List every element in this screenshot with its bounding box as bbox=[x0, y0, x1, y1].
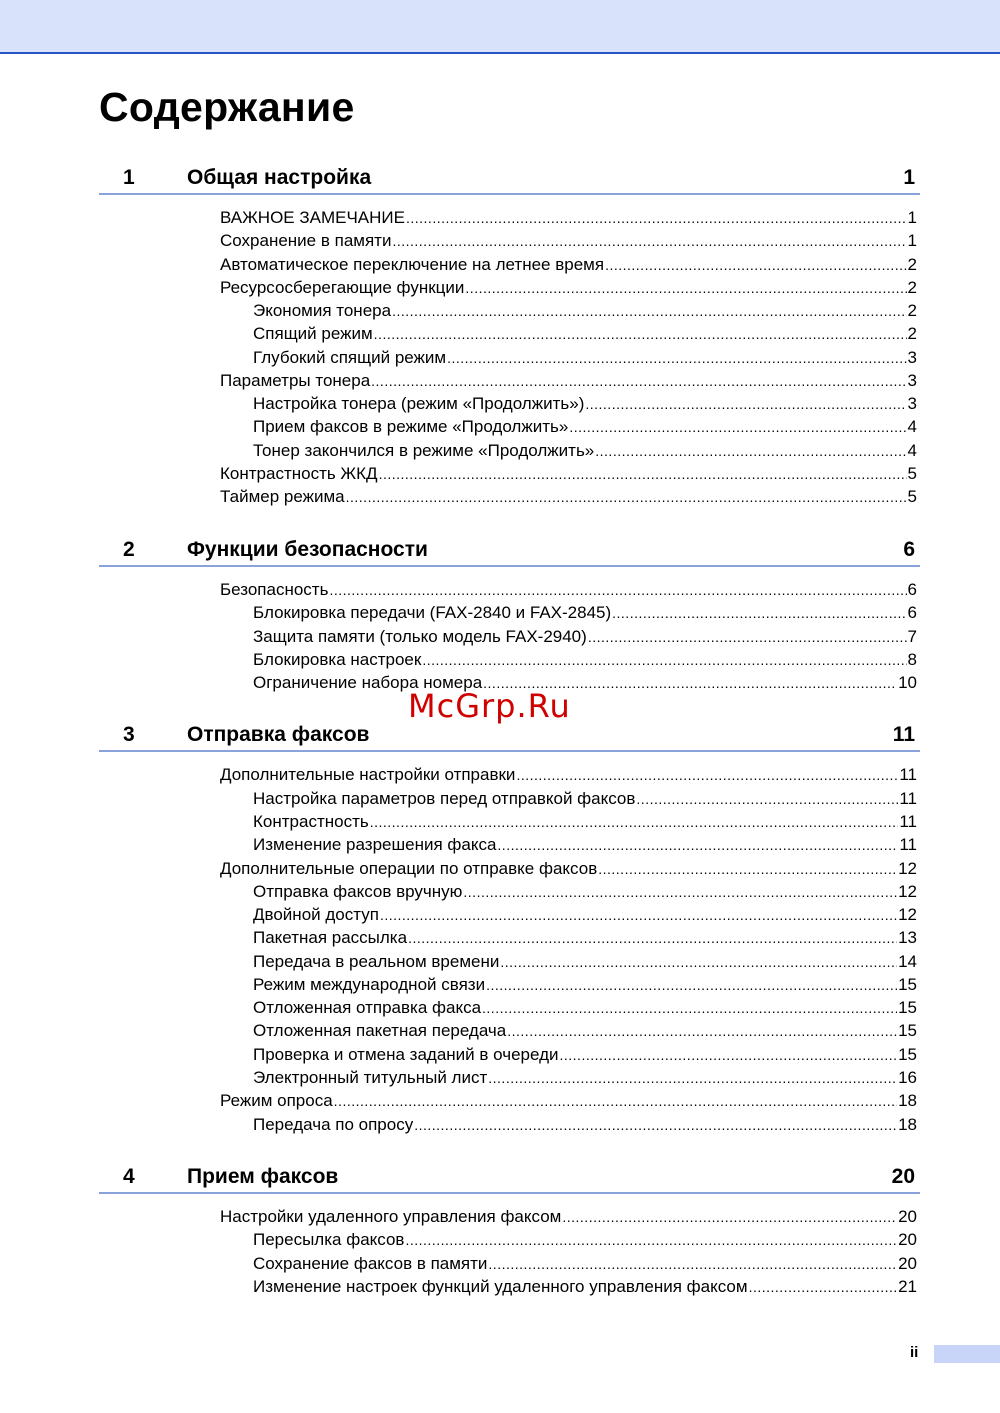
watermark: McGrp.Ru bbox=[408, 687, 571, 725]
toc-entry-page: 14 bbox=[898, 952, 917, 971]
dot-leader bbox=[569, 416, 906, 439]
chapter-title: Прием факсов bbox=[187, 1165, 339, 1188]
toc-subentry[interactable] bbox=[253, 601, 917, 624]
toc-entry[interactable] bbox=[220, 276, 917, 299]
dot-leader bbox=[507, 1020, 897, 1043]
toc-entry-page: 11 bbox=[899, 765, 917, 784]
dot-leader bbox=[405, 1229, 897, 1252]
chapter-page-number: 1 bbox=[903, 166, 915, 189]
toc-entry-label: Экономия тонера bbox=[253, 301, 392, 320]
toc-entry-page: 21 bbox=[898, 1277, 917, 1296]
toc-entry-label: Изменение разрешения факса bbox=[253, 835, 497, 854]
toc-entry-label: Сохранение в памяти bbox=[220, 231, 392, 250]
dot-leader bbox=[371, 370, 906, 393]
toc-entry-label: Передача по опросу bbox=[253, 1115, 414, 1134]
toc-entry[interactable] bbox=[220, 253, 917, 276]
page-title: Содержание bbox=[99, 84, 355, 130]
toc-entry-label: Изменение настроек функций удаленного управления факсом bbox=[253, 1277, 748, 1296]
toc-subentry[interactable] bbox=[253, 973, 917, 996]
toc-subentry[interactable] bbox=[253, 625, 917, 648]
toc-entry-page: 5 bbox=[907, 487, 917, 506]
dot-leader bbox=[595, 440, 906, 463]
toc-subentry[interactable] bbox=[253, 1113, 917, 1136]
toc-entry-page: 2 bbox=[907, 301, 917, 320]
toc-subentry[interactable] bbox=[253, 439, 917, 462]
toc-subentry[interactable] bbox=[253, 392, 917, 415]
toc-subentry[interactable] bbox=[253, 648, 917, 671]
toc-entry-page: 15 bbox=[898, 998, 917, 1017]
toc-entry-label: Режим опроса bbox=[220, 1091, 333, 1110]
dot-leader bbox=[392, 230, 906, 253]
dot-leader bbox=[414, 1114, 897, 1137]
dot-leader bbox=[605, 254, 906, 277]
toc-entry-label: Отправка факсов вручную bbox=[253, 882, 463, 901]
toc-subentry[interactable] bbox=[253, 299, 917, 322]
toc-subentry[interactable] bbox=[253, 787, 917, 810]
chapter-heading[interactable] bbox=[99, 1162, 920, 1194]
toc-entry-page: 18 bbox=[898, 1091, 917, 1110]
toc-entry-label: Пакетная рассылка bbox=[253, 928, 408, 947]
toc-entry-page: 1 bbox=[907, 231, 917, 250]
toc-subentry[interactable] bbox=[253, 1275, 917, 1298]
toc-entry-page: 3 bbox=[907, 394, 917, 413]
toc-subentry[interactable] bbox=[253, 671, 917, 694]
dot-leader bbox=[488, 1067, 897, 1090]
toc-entry[interactable] bbox=[220, 857, 917, 880]
dot-leader bbox=[636, 788, 898, 811]
toc-entry-label: Глубокий спящий режим bbox=[253, 348, 447, 367]
chapter-heading[interactable] bbox=[99, 535, 920, 567]
toc-entry-label: Пересылка факсов bbox=[253, 1230, 405, 1249]
toc-entry[interactable] bbox=[220, 462, 917, 485]
dot-leader bbox=[516, 764, 898, 787]
dot-leader bbox=[370, 811, 899, 834]
toc-subentry[interactable] bbox=[253, 880, 917, 903]
toc-subentry[interactable] bbox=[253, 1066, 917, 1089]
dot-leader bbox=[406, 207, 907, 230]
toc-entry-page: 8 bbox=[907, 650, 917, 669]
toc-entry[interactable] bbox=[220, 229, 917, 252]
toc-subentry[interactable] bbox=[253, 1228, 917, 1251]
dot-leader bbox=[588, 626, 907, 649]
chapter-number: 2 bbox=[123, 538, 135, 561]
chapter-number: 4 bbox=[123, 1165, 135, 1188]
dot-leader bbox=[392, 300, 906, 323]
toc-subentry[interactable] bbox=[253, 1019, 917, 1042]
toc-entry-label: Контрастность bbox=[253, 812, 369, 831]
dot-leader bbox=[422, 649, 906, 672]
toc-entry[interactable] bbox=[220, 485, 917, 508]
dot-leader bbox=[463, 881, 897, 904]
toc-entry-page: 7 bbox=[907, 627, 917, 646]
toc-entry-label: Настройка параметров перед отправкой факсов bbox=[253, 789, 636, 808]
toc-entry-label: Параметры тонера bbox=[220, 371, 371, 390]
toc-entry-page: 12 bbox=[898, 859, 917, 878]
toc-entry-page: 20 bbox=[898, 1254, 917, 1273]
toc-entry-page: 11 bbox=[899, 789, 917, 808]
toc-entry-page: 11 bbox=[899, 835, 917, 854]
toc-subentry[interactable] bbox=[253, 950, 917, 973]
chapter-title: Общая настройка bbox=[187, 166, 372, 189]
toc-subentry[interactable] bbox=[253, 833, 917, 856]
toc-entry-label: Передача в реальном времени bbox=[253, 952, 500, 971]
dot-leader bbox=[560, 1044, 898, 1067]
toc-entry-label: Прием факсов в режиме «Продолжить» bbox=[253, 417, 569, 436]
toc-entry-label: Тонер закончился в режиме «Продолжить» bbox=[253, 441, 595, 460]
toc-entry-label: Таймер режима bbox=[220, 487, 345, 506]
dot-leader bbox=[374, 323, 907, 346]
toc-entry[interactable] bbox=[220, 1205, 917, 1228]
chapter-number: 1 bbox=[123, 166, 135, 189]
toc-entry-page: 5 bbox=[907, 464, 917, 483]
toc-entry[interactable] bbox=[220, 369, 917, 392]
toc-entry-page: 13 bbox=[898, 928, 917, 947]
dot-leader bbox=[612, 602, 906, 625]
toc-entry-page: 12 bbox=[898, 882, 917, 901]
toc-entry[interactable] bbox=[220, 1089, 917, 1112]
toc-entry-page: 3 bbox=[907, 371, 917, 390]
dot-leader bbox=[562, 1206, 897, 1229]
toc-subentry[interactable] bbox=[253, 903, 917, 926]
toc-entry-page: 15 bbox=[898, 1021, 917, 1040]
toc-entry-page: 15 bbox=[898, 1045, 917, 1064]
toc-entry-page: 2 bbox=[907, 255, 917, 274]
chapter-title: Функции безопасности bbox=[187, 538, 428, 561]
dot-leader bbox=[488, 1253, 897, 1276]
toc-entry-label: Дополнительные настройки отправки bbox=[220, 765, 516, 784]
toc-entry-page: 20 bbox=[898, 1207, 917, 1226]
chapter-title: Отправка факсов bbox=[187, 723, 370, 746]
toc-subentry[interactable] bbox=[253, 415, 917, 438]
toc-entry-label: Блокировка передачи (FAX-2840 и FAX-2845) bbox=[253, 603, 612, 622]
toc-entry-label: Контрастность ЖКД bbox=[220, 464, 378, 483]
toc-subentry[interactable] bbox=[253, 346, 917, 369]
dot-leader bbox=[346, 486, 907, 509]
toc-entry-label: Настройки удаленного управления факсом bbox=[220, 1207, 562, 1226]
dot-leader bbox=[585, 393, 906, 416]
toc-entry-page: 10 bbox=[898, 673, 917, 692]
dot-leader bbox=[486, 974, 897, 997]
dot-leader bbox=[447, 347, 906, 370]
toc-entry-label: Защита памяти (только модель FAX-2940) bbox=[253, 627, 587, 646]
dot-leader bbox=[749, 1276, 898, 1299]
toc-entry-page: 16 bbox=[898, 1068, 917, 1087]
toc-subentry[interactable] bbox=[253, 1043, 917, 1066]
toc-entry[interactable] bbox=[220, 206, 917, 229]
toc-entry-label: Настройка тонера (режим «Продолжить») bbox=[253, 394, 585, 413]
dot-leader bbox=[408, 927, 897, 950]
toc-entry-page: 3 bbox=[907, 348, 917, 367]
toc-entry[interactable] bbox=[220, 763, 917, 786]
toc-entry-label: Дополнительные операции по отправке факсов bbox=[220, 859, 598, 878]
dot-leader bbox=[334, 1090, 897, 1113]
chapter-heading[interactable] bbox=[99, 163, 920, 195]
toc-entry-label: Электронный титульный лист bbox=[253, 1068, 488, 1087]
chapter-page-number: 6 bbox=[903, 538, 915, 561]
chapter-page-number: 11 bbox=[892, 723, 915, 746]
dot-leader bbox=[482, 997, 897, 1020]
toc-entry-label: ВАЖНОЕ ЗАМЕЧАНИЕ bbox=[220, 208, 405, 227]
toc-entry-label: Безопасность bbox=[220, 580, 329, 599]
toc-entry[interactable] bbox=[220, 578, 917, 601]
toc-entry-label: Автоматическое переключение на летнее время bbox=[220, 255, 605, 274]
toc-entry-label: Режим международной связи bbox=[253, 975, 486, 994]
footer-tab bbox=[934, 1345, 1000, 1363]
toc-entry-label: Отложенная отправка факса bbox=[253, 998, 482, 1017]
toc-entry-label: Двойной доступ bbox=[253, 905, 379, 924]
toc-entry-label: Сохранение факсов в памяти bbox=[253, 1254, 488, 1273]
toc-subentry[interactable] bbox=[253, 810, 917, 833]
toc-entry-page: 4 bbox=[907, 441, 917, 460]
toc-subentry[interactable] bbox=[253, 996, 917, 1019]
dot-leader bbox=[465, 277, 906, 300]
toc-entry-page: 6 bbox=[907, 580, 917, 599]
toc-entry-label: Блокировка настроек bbox=[253, 650, 422, 669]
toc-entry-label: Отложенная пакетная передача bbox=[253, 1021, 507, 1040]
chapter-number: 3 bbox=[123, 723, 135, 746]
toc-entry-label: Ресурсосберегающие функции bbox=[220, 278, 465, 297]
toc-entry-page: 2 bbox=[907, 324, 917, 343]
toc-entry-label: Ограничение набора номера bbox=[253, 673, 483, 692]
header-band bbox=[0, 0, 1000, 54]
dot-leader bbox=[598, 858, 897, 881]
chapter-page-number: 20 bbox=[891, 1165, 915, 1188]
toc-entry-page: 6 bbox=[907, 603, 917, 622]
toc-subentry[interactable] bbox=[253, 926, 917, 949]
toc-entry-page: 20 bbox=[898, 1230, 917, 1249]
toc-entry-page: 11 bbox=[899, 812, 917, 831]
dot-leader bbox=[329, 579, 906, 602]
toc-entry-page: 18 bbox=[898, 1115, 917, 1134]
dot-leader bbox=[379, 463, 907, 486]
toc-entry-page: 1 bbox=[907, 208, 917, 227]
toc-subentry[interactable] bbox=[253, 1252, 917, 1275]
toc-entry-page: 4 bbox=[907, 417, 917, 436]
toc-entry-page: 15 bbox=[898, 975, 917, 994]
dot-leader bbox=[497, 834, 898, 857]
toc-subentry[interactable] bbox=[253, 322, 917, 345]
dot-leader bbox=[380, 904, 897, 927]
toc-entry-label: Проверка и отмена заданий в очереди bbox=[253, 1045, 559, 1064]
dot-leader bbox=[500, 951, 897, 974]
toc-entry-page: 12 bbox=[898, 905, 917, 924]
toc-entry-page: 2 bbox=[907, 278, 917, 297]
toc-entry-label: Спящий режим bbox=[253, 324, 373, 343]
footer-page-number: ii bbox=[910, 1344, 919, 1361]
